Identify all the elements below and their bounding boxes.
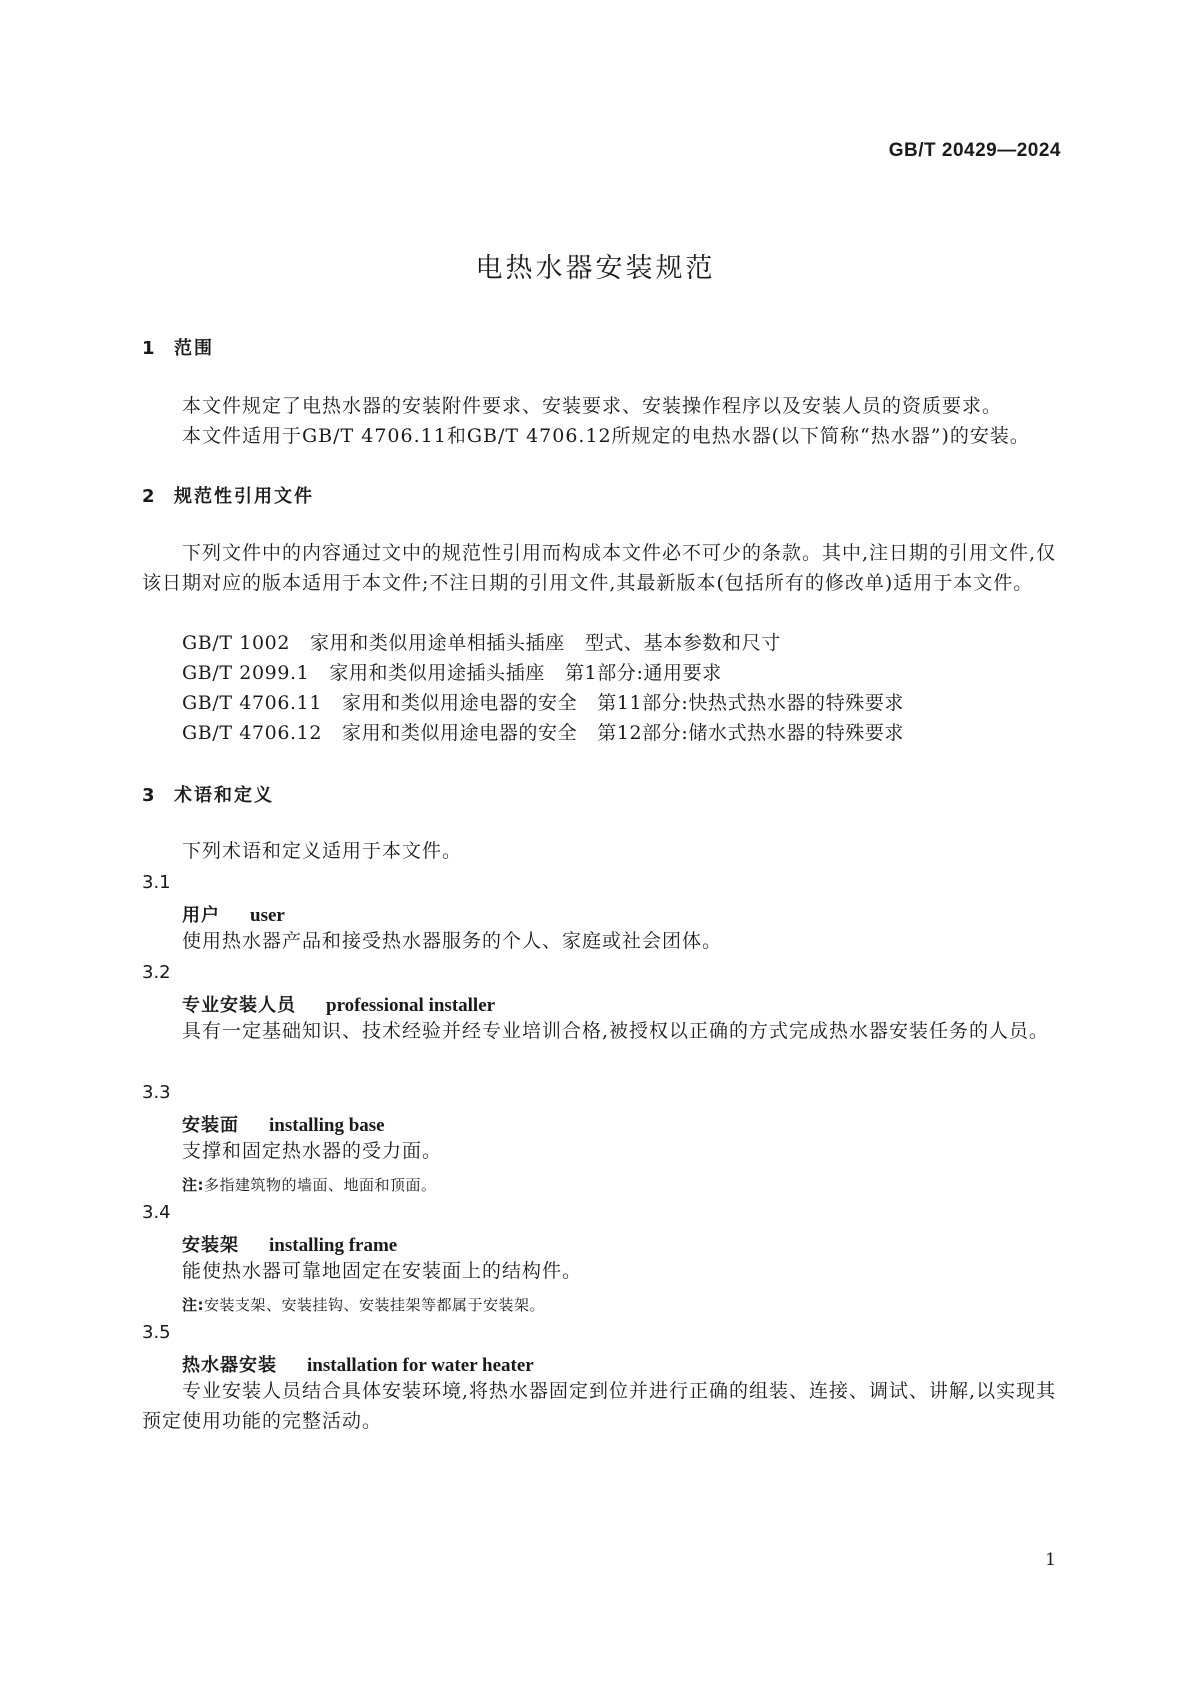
reference-subtitle: 第12部分:储水式热水器的特殊要求 xyxy=(597,722,905,744)
term-heading xyxy=(182,1231,397,1257)
reference-item xyxy=(182,718,904,748)
term-heading xyxy=(182,901,285,927)
term-number: 3.2 xyxy=(142,962,171,983)
document-title: 电热水器安装规范 xyxy=(475,253,716,284)
term-zh: 热水器安装 xyxy=(182,1355,277,1376)
term-note xyxy=(182,1174,437,1195)
reference-title: 家用和类似用途电器的安全 xyxy=(342,722,578,744)
term-definition: 具有一定基础知识、技术经验并经专业培训合格,被授权以正确的方式完成热水器安装任务的人员。 xyxy=(182,1020,1050,1042)
section-number: 1 xyxy=(142,338,157,359)
reference-item xyxy=(182,628,781,658)
term-zh: 专业安装人员 xyxy=(182,995,296,1016)
reference-subtitle: 型式、基本参数和尺寸 xyxy=(584,632,781,654)
section-title: 术语和定义 xyxy=(174,785,274,806)
term-en: user xyxy=(250,905,285,926)
term-number: 3.4 xyxy=(142,1202,171,1223)
term-definition: 使用热水器产品和接受热水器服务的个人、家庭或社会团体。 xyxy=(182,930,723,952)
term-number: 3.3 xyxy=(142,1082,171,1103)
section-number: 2 xyxy=(142,486,157,507)
note-text: 多指建筑物的墙面、地面和顶面。 xyxy=(204,1176,437,1194)
reference-code: GB/T 4706.11 xyxy=(182,692,323,714)
term-zh: 安装架 xyxy=(182,1235,239,1256)
note-label: 注: xyxy=(182,1176,204,1194)
term-heading xyxy=(182,991,495,1017)
reference-subtitle: 第11部分:快热式热水器的特殊要求 xyxy=(597,692,905,714)
references-intro-paragraph: 下列文件中的内容通过文中的规范性引用而构成本文件必不可少的条款。其中,注日期的引用文件,仅该日期对应的版本适用于本文件;不注日期的引用文件,其最新版本(包括所有的修改单)适用于本文件。 xyxy=(142,542,1057,594)
section-title: 范围 xyxy=(174,338,214,359)
reference-title: 家用和类似用途电器的安全 xyxy=(342,692,578,714)
reference-code: GB/T 2099.1 xyxy=(182,662,310,684)
note-text: 安装支架、安装挂钩、安装挂架等都属于安装架。 xyxy=(204,1296,546,1314)
term-en: installing frame xyxy=(269,1235,398,1256)
reference-code: GB/T 1002 xyxy=(182,632,291,654)
term-heading xyxy=(182,1351,534,1377)
term-definition: 支撑和固定热水器的受力面。 xyxy=(182,1140,443,1162)
reference-item xyxy=(182,658,722,688)
term-zh: 安装面 xyxy=(182,1115,239,1136)
terms-intro-paragraph: 下列术语和定义适用于本文件。 xyxy=(182,840,463,862)
term-en: installing base xyxy=(269,1115,385,1136)
standard-code: GB/T 20429—2024 xyxy=(888,140,1061,161)
section-number: 3 xyxy=(142,785,157,806)
section-title: 规范性引用文件 xyxy=(174,486,314,507)
term-en: professional installer xyxy=(326,995,496,1016)
page-number: 1 xyxy=(1045,1550,1056,1570)
term-definition: 专业安装人员结合具体安装环境,将热水器固定到位并进行正确的组装、连接、调试、讲解,以实现其预定使用功能的完整活动。 xyxy=(142,1380,1057,1432)
term-en: installation for water heater xyxy=(307,1355,534,1376)
term-number: 3.5 xyxy=(142,1322,171,1343)
reference-code: GB/T 4706.12 xyxy=(182,722,323,744)
scope-paragraph: 本文件规定了电热水器的安装附件要求、安装要求、安装操作程序以及安装人员的资质要求。 xyxy=(182,395,1003,417)
term-definition: 能使热水器可靠地固定在安装面上的结构件。 xyxy=(182,1260,583,1282)
section-heading-normative-references xyxy=(142,482,314,508)
term-number: 3.1 xyxy=(142,872,171,893)
reference-title: 家用和类似用途插头插座 xyxy=(329,662,545,684)
section-heading-scope xyxy=(142,334,214,360)
section-heading-terms xyxy=(142,781,274,807)
scope-paragraph: 本文件适用于GB/T 4706.11和GB/T 4706.12所规定的电热水器(以下简称“热水器”)的安装。 xyxy=(182,425,1030,447)
note-label: 注: xyxy=(182,1296,204,1314)
term-note xyxy=(182,1294,545,1315)
term-zh: 用户 xyxy=(182,905,220,926)
reference-subtitle: 第1部分:通用要求 xyxy=(564,662,722,684)
reference-title: 家用和类似用途单相插头插座 xyxy=(310,632,565,654)
term-heading xyxy=(182,1111,385,1137)
reference-item xyxy=(182,688,904,718)
